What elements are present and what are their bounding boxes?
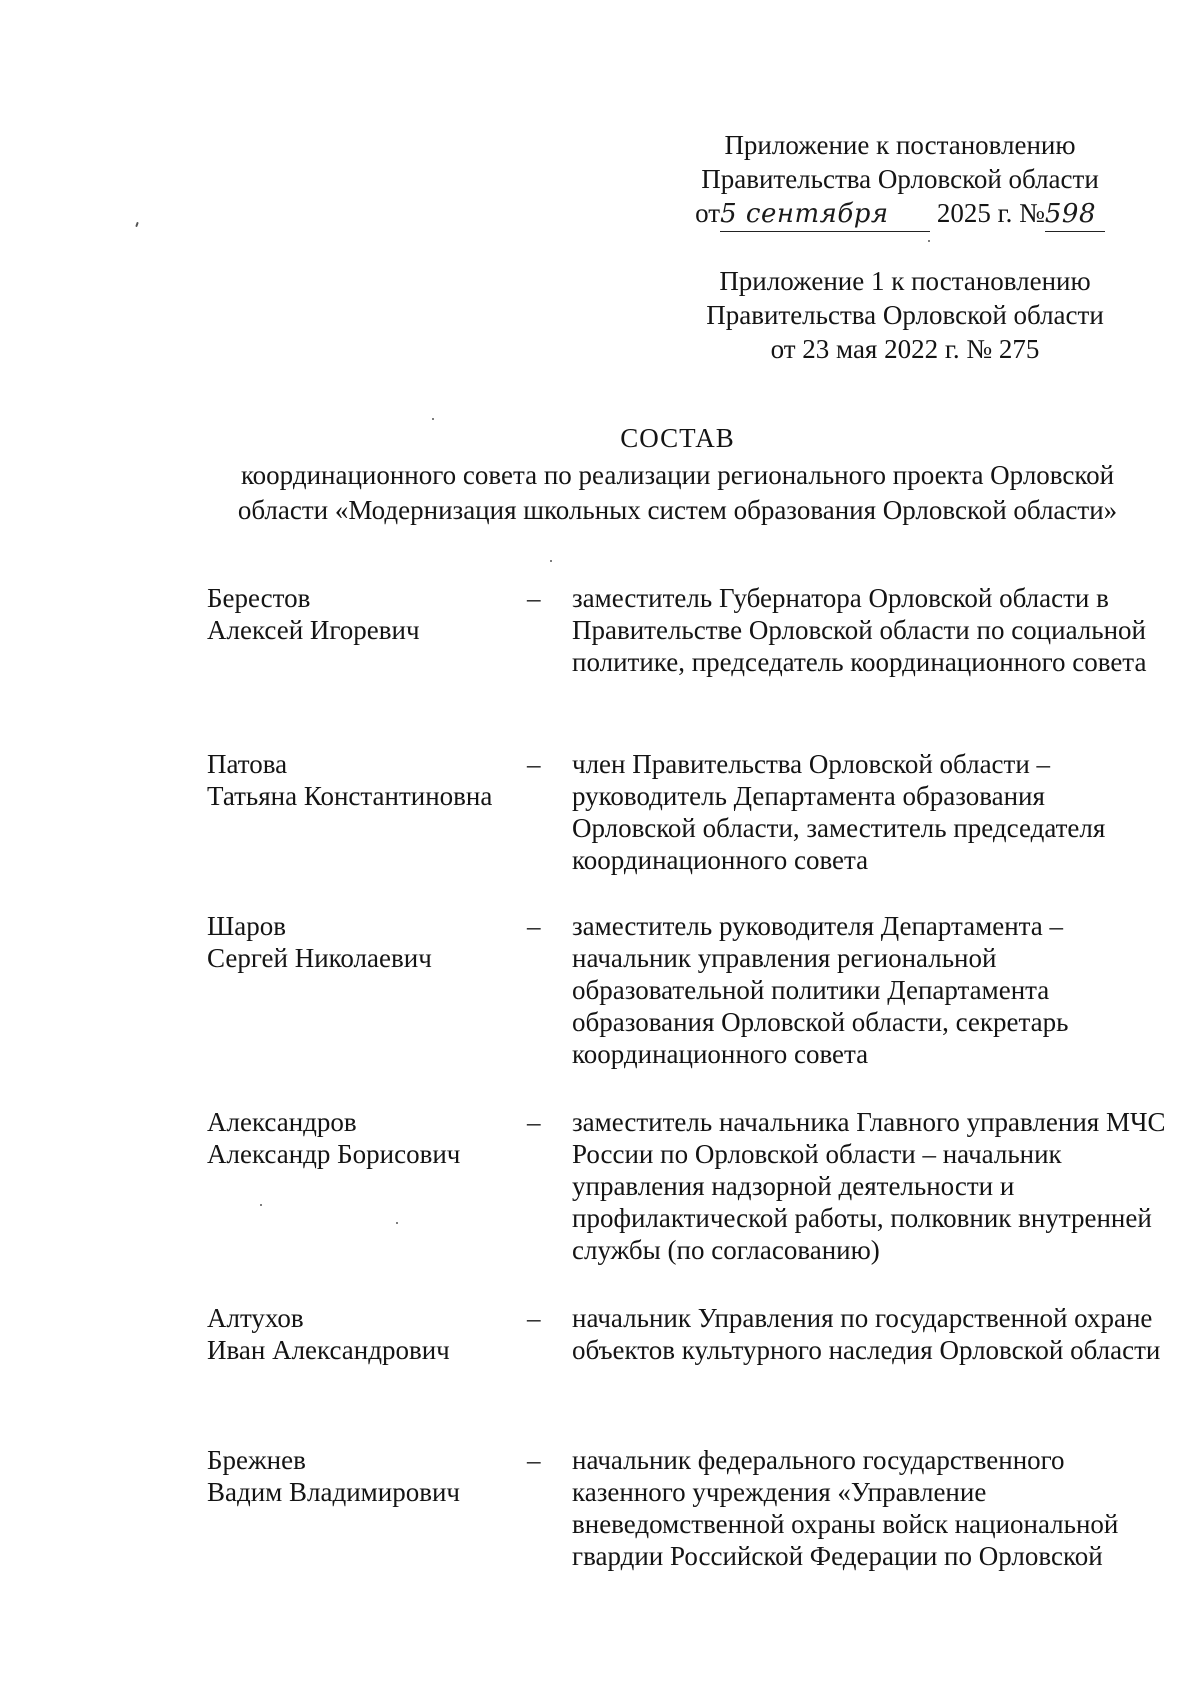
separator-dash: – — [527, 1107, 541, 1137]
scan-speck — [135, 222, 139, 227]
document-title — [200, 421, 1155, 528]
handwritten-date: 5 сентября — [720, 199, 889, 229]
scan-speck — [396, 1222, 398, 1224]
member-surname: Берестов — [207, 583, 311, 613]
handwritten-number: 598 — [1044, 199, 1097, 229]
member-given-names: Александр Борисович — [207, 1139, 461, 1169]
member-row — [207, 1302, 1167, 1444]
member-row — [207, 1106, 1167, 1302]
appendix-header-current — [650, 128, 1150, 232]
scan-speck — [550, 560, 552, 562]
scan-speck — [432, 418, 434, 420]
member-role: заместитель руководителя Департамента – начальник управления региональной образовательной политики Департамента образования Орловской области, секретарь координационного совета — [572, 911, 1069, 1069]
appendix-line: Приложение к постановлению — [724, 130, 1076, 160]
member-name — [207, 748, 527, 910]
appendix-line: Приложение 1 к постановлению — [719, 266, 1091, 296]
member-surname: Патова — [207, 749, 288, 779]
separator-dash: – — [527, 1303, 541, 1333]
member-row — [207, 748, 1167, 910]
member-given-names: Алексей Игоревич — [207, 615, 420, 645]
member-given-names: Сергей Николаевич — [207, 943, 432, 973]
member-name — [207, 1444, 527, 1572]
members-list — [207, 582, 1167, 1572]
scan-speck — [260, 1204, 262, 1206]
member-surname: Брежнев — [207, 1445, 306, 1475]
title-subtitle: координационного совета по реализации регионального проекта Орловской области «Модернизация школьных систем образования Орловской области» — [237, 460, 1118, 525]
member-given-names: Иван Александрович — [207, 1335, 450, 1365]
separator-dash: – — [527, 911, 541, 941]
member-role: начальник Управления по государственной охране объектов культурного наследия Орловской области — [572, 1303, 1161, 1365]
separator-dash: – — [527, 583, 541, 613]
appendix-header-original — [660, 264, 1150, 366]
member-surname: Шаров — [207, 911, 286, 941]
handwritten-number-field — [1045, 197, 1105, 232]
separator-dash: – — [527, 1445, 541, 1475]
scan-speck — [928, 240, 930, 242]
member-role: член Правительства Орловской области – руководитель Департамента образования Орловской области, заместитель председателя координационного совета — [572, 749, 1106, 875]
separator-dash: – — [527, 749, 541, 779]
member-given-names: Вадим Владимирович — [207, 1477, 460, 1507]
member-row — [207, 1444, 1167, 1572]
member-row — [207, 582, 1167, 748]
member-name — [207, 1302, 527, 1444]
member-surname: Александров — [207, 1107, 357, 1137]
member-given-names: Татьяна Константиновна — [207, 781, 493, 811]
member-row — [207, 910, 1167, 1106]
member-surname: Алтухов — [207, 1303, 304, 1333]
date-prefix: от — [695, 198, 721, 228]
member-role: заместитель Губернатора Орловской области в Правительстве Орловской области по социальной политике, председатель координационного совета — [572, 583, 1147, 677]
title-main: СОСТАВ — [620, 423, 735, 453]
appendix-date-line — [650, 196, 1150, 232]
appendix-line: Правительства Орловской области — [706, 300, 1104, 330]
member-name — [207, 910, 527, 1106]
member-name — [207, 582, 527, 748]
member-role: начальник федерального государственного казенного учреждения «Управление вневедомственной охраны войск национальной гвардии Российской Федерации по Орловской — [572, 1445, 1119, 1571]
member-name — [207, 1106, 527, 1302]
appendix-line: от 23 мая 2022 г. № 275 — [770, 334, 1040, 364]
member-role: заместитель начальника Главного управления МЧС России по Орловской области – начальник управления надзорной деятельности и профилактической работы, полковник внутренней службы (по согласованию) — [572, 1107, 1166, 1265]
handwritten-date-field — [720, 197, 930, 232]
appendix-line: Правительства Орловской области — [701, 164, 1099, 194]
year-label: 2025 г. № — [936, 198, 1045, 228]
